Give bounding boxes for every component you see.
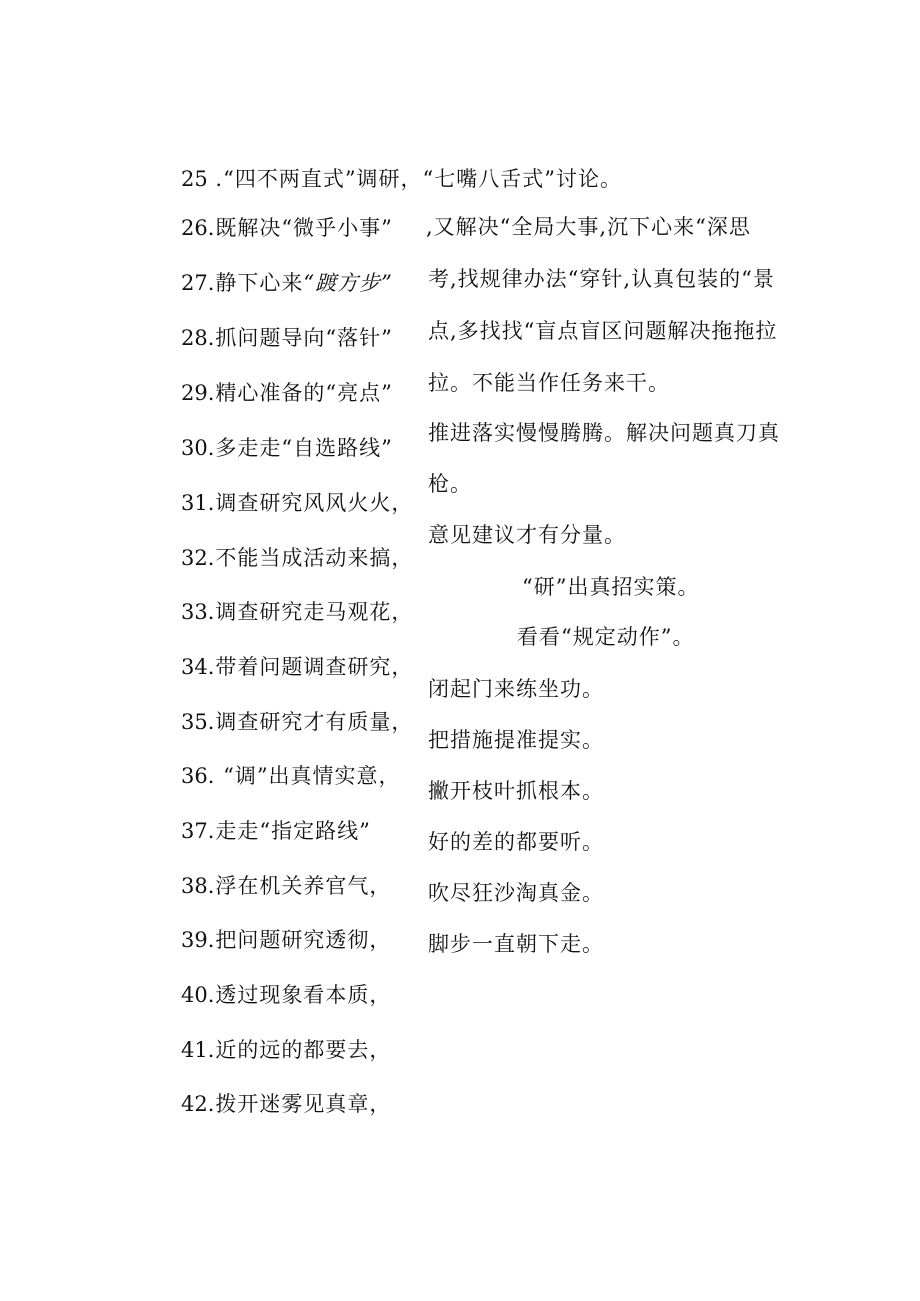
right-line-9: 看看“规定动作”。 xyxy=(517,625,695,649)
right-line-5: 推进落实慢慢腾腾。解决问题真刀真 xyxy=(428,421,780,445)
line-31: 31.调查研究风风火火， xyxy=(181,491,414,515)
line-32: 32.不能当成活动来搞， xyxy=(181,546,414,570)
right-line-12: 撇开枝叶抓根本。 xyxy=(428,779,604,803)
line-37: 37.走走“指定路线” xyxy=(181,819,371,843)
line-42: 42.拨开迷雾见真章， xyxy=(181,1092,392,1116)
right-line-1: ,又解决“全局大事,沉下心来“深思 xyxy=(426,215,751,239)
line-38: 38.浮在机关养官气， xyxy=(181,874,392,898)
line-28: 28.抓问题导向“落针” xyxy=(181,326,393,350)
line-33: 33.调查研究走马观花， xyxy=(181,600,414,624)
line-25: 25 .“四不两直式”调研，“七嘴八舌式”讨论。 xyxy=(181,167,623,191)
line-36: 36. “调”出真情实意， xyxy=(181,764,401,788)
right-line-2: 考,找规律办法“穿针,认真包装的“景 xyxy=(428,267,775,291)
line-29: 29.精心准备的“亮点” xyxy=(181,381,393,405)
right-line-4: 拉。不能当作任务来干。 xyxy=(428,371,670,395)
right-line-13: 好的差的都要听。 xyxy=(428,830,604,854)
line-30: 30.多走走“自选路线” xyxy=(181,436,393,460)
right-line-6: 枪。 xyxy=(428,472,472,496)
line-26: 26.既解决“微乎小事” xyxy=(181,216,393,240)
right-line-10: 闭起门来练坐功。 xyxy=(428,677,604,701)
line-27: 27.静下心来“踱方步” xyxy=(181,271,393,295)
line-34: 34.带着问题调查研究， xyxy=(181,655,414,679)
line-39: 39.把问题研究透彻， xyxy=(181,928,392,952)
line-41: 41.近的远的都要去， xyxy=(181,1038,392,1062)
right-line-11: 把措施提准提实。 xyxy=(428,728,604,752)
right-line-3: 点,多找找“盲点盲区问题解决拖拖拉 xyxy=(428,319,778,343)
right-line-14: 吹尽狂沙淘真金。 xyxy=(428,881,604,905)
right-line-15: 脚步一直朝下走。 xyxy=(428,932,604,956)
right-line-8: “研”出真招实策。 xyxy=(522,575,700,599)
line-35: 35.调查研究才有质量， xyxy=(181,710,414,734)
right-line-7: 意见建议才有分量。 xyxy=(428,523,626,547)
line-40: 40.透过现象看本质， xyxy=(181,983,392,1007)
